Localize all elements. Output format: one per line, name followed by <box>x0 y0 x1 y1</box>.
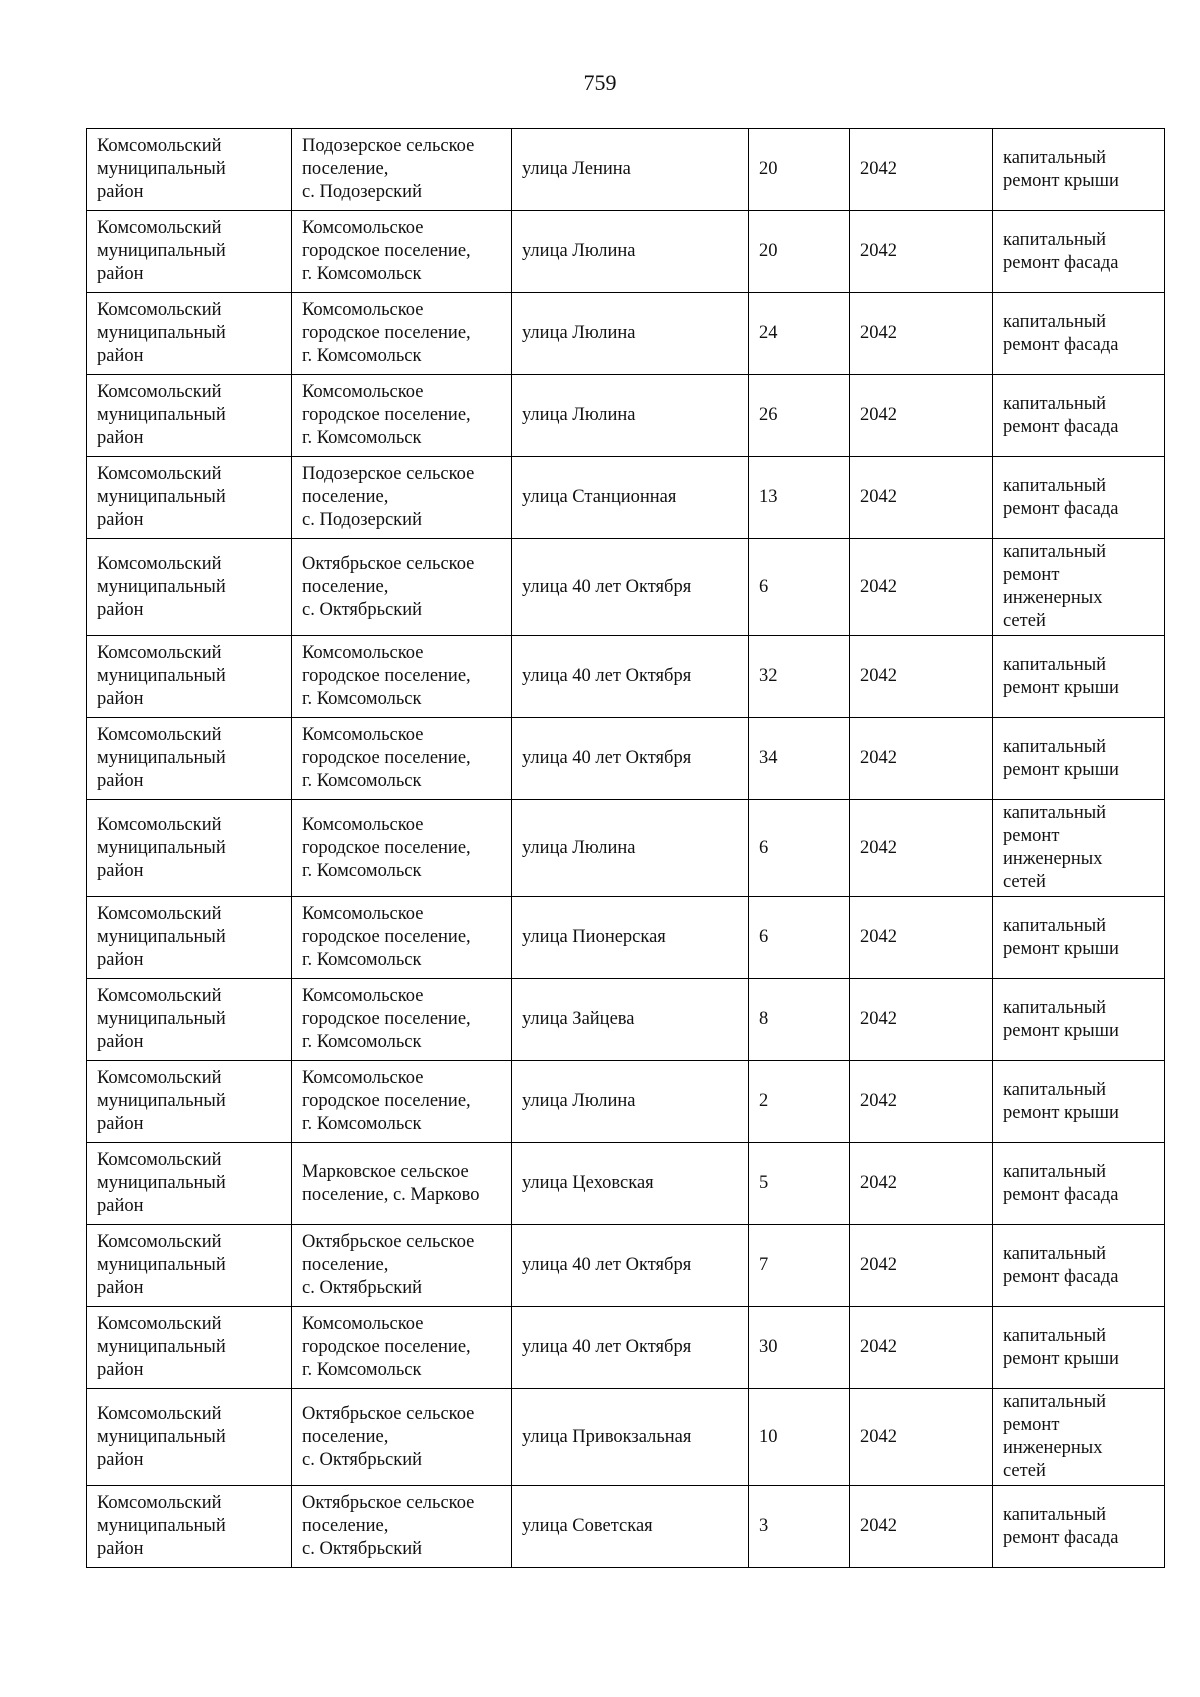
cell-house: 2 <box>749 1061 850 1143</box>
table-row <box>87 718 1165 800</box>
cell-work-type: капитальный ремонт крыши <box>993 1307 1165 1389</box>
table-row <box>87 636 1165 718</box>
cell-year: 2042 <box>850 636 993 718</box>
cell-settlement: Октябрьское сельское поселение, с. Октябрьский <box>292 1389 512 1486</box>
cell-work-type: капитальный ремонт фасада <box>993 1225 1165 1307</box>
cell-settlement: Октябрьское сельское поселение, с. Октябрьский <box>292 539 512 636</box>
cell-district: Комсомольский муниципальный район <box>87 129 292 211</box>
cell-street: улица 40 лет Октября <box>512 1225 749 1307</box>
cell-street: улица 40 лет Октября <box>512 718 749 800</box>
cell-settlement: Подозерское сельское поселение, с. Подозерский <box>292 129 512 211</box>
cell-district: Комсомольский муниципальный район <box>87 211 292 293</box>
cell-year: 2042 <box>850 1486 993 1568</box>
cell-street: улица Цеховская <box>512 1143 749 1225</box>
cell-year: 2042 <box>850 129 993 211</box>
cell-settlement: Комсомольское городское поселение, г. Комсомольск <box>292 375 512 457</box>
table-row <box>87 211 1165 293</box>
cell-street: улица Люлина <box>512 1061 749 1143</box>
cell-work-type: капитальный ремонт крыши <box>993 1061 1165 1143</box>
cell-settlement: Комсомольское городское поселение, г. Комсомольск <box>292 1307 512 1389</box>
cell-house: 26 <box>749 375 850 457</box>
cell-work-type: капитальный ремонт фасада <box>993 375 1165 457</box>
cell-year: 2042 <box>850 1225 993 1307</box>
cell-district: Комсомольский муниципальный район <box>87 539 292 636</box>
table-row <box>87 979 1165 1061</box>
cell-year: 2042 <box>850 211 993 293</box>
cell-settlement: Октябрьское сельское поселение, с. Октябрьский <box>292 1486 512 1568</box>
table-body <box>87 129 1165 1568</box>
cell-street: улица Люлина <box>512 800 749 897</box>
cell-district: Комсомольский муниципальный район <box>87 1143 292 1225</box>
cell-house: 34 <box>749 718 850 800</box>
cell-year: 2042 <box>850 1307 993 1389</box>
cell-work-type: капитальный ремонт фасада <box>993 293 1165 375</box>
cell-year: 2042 <box>850 979 993 1061</box>
cell-house: 5 <box>749 1143 850 1225</box>
cell-house: 7 <box>749 1225 850 1307</box>
table-row <box>87 1389 1165 1486</box>
table-row <box>87 1307 1165 1389</box>
cell-house: 13 <box>749 457 850 539</box>
cell-work-type: капитальный ремонт инженерных сетей <box>993 1389 1165 1486</box>
cell-house: 6 <box>749 539 850 636</box>
cell-street: улица Люлина <box>512 375 749 457</box>
cell-year: 2042 <box>850 457 993 539</box>
table-row <box>87 293 1165 375</box>
cell-work-type: капитальный ремонт крыши <box>993 636 1165 718</box>
cell-year: 2042 <box>850 1143 993 1225</box>
cell-work-type: капитальный ремонт инженерных сетей <box>993 539 1165 636</box>
cell-house: 20 <box>749 211 850 293</box>
cell-settlement: Комсомольское городское поселение, г. Комсомольск <box>292 897 512 979</box>
cell-settlement: Комсомольское городское поселение, г. Комсомольск <box>292 979 512 1061</box>
cell-house: 10 <box>749 1389 850 1486</box>
cell-work-type: капитальный ремонт фасада <box>993 457 1165 539</box>
cell-house: 6 <box>749 897 850 979</box>
cell-work-type: капитальный ремонт инженерных сетей <box>993 800 1165 897</box>
table-row <box>87 800 1165 897</box>
repair-register-table <box>86 128 1165 1568</box>
cell-work-type: капитальный ремонт фасада <box>993 1143 1165 1225</box>
cell-district: Комсомольский муниципальный район <box>87 293 292 375</box>
cell-settlement: Комсомольское городское поселение, г. Комсомольск <box>292 636 512 718</box>
cell-district: Комсомольский муниципальный район <box>87 636 292 718</box>
cell-work-type: капитальный ремонт крыши <box>993 897 1165 979</box>
cell-district: Комсомольский муниципальный район <box>87 800 292 897</box>
cell-street: улица Люлина <box>512 293 749 375</box>
page-number: 759 <box>583 70 617 95</box>
cell-work-type: капитальный ремонт крыши <box>993 129 1165 211</box>
cell-year: 2042 <box>850 539 993 636</box>
cell-work-type: капитальный ремонт фасада <box>993 1486 1165 1568</box>
cell-district: Комсомольский муниципальный район <box>87 1225 292 1307</box>
cell-work-type: капитальный ремонт крыши <box>993 979 1165 1061</box>
table-row <box>87 457 1165 539</box>
cell-settlement: Комсомольское городское поселение, г. Комсомольск <box>292 293 512 375</box>
table-row <box>87 375 1165 457</box>
cell-street: улица Пионерская <box>512 897 749 979</box>
cell-work-type: капитальный ремонт фасада <box>993 211 1165 293</box>
cell-house: 30 <box>749 1307 850 1389</box>
table-row <box>87 1061 1165 1143</box>
cell-year: 2042 <box>850 293 993 375</box>
cell-settlement: Комсомольское городское поселение, г. Комсомольск <box>292 718 512 800</box>
cell-street: улица Привокзальная <box>512 1389 749 1486</box>
cell-street: улица Ленина <box>512 129 749 211</box>
cell-district: Комсомольский муниципальный район <box>87 1389 292 1486</box>
cell-house: 6 <box>749 800 850 897</box>
cell-district: Комсомольский муниципальный район <box>87 718 292 800</box>
cell-street: улица Зайцева <box>512 979 749 1061</box>
cell-work-type: капитальный ремонт крыши <box>993 718 1165 800</box>
cell-house: 24 <box>749 293 850 375</box>
table-row <box>87 1143 1165 1225</box>
cell-district: Комсомольский муниципальный район <box>87 375 292 457</box>
cell-district: Комсомольский муниципальный район <box>87 457 292 539</box>
table-row <box>87 1486 1165 1568</box>
cell-year: 2042 <box>850 1061 993 1143</box>
table-row <box>87 129 1165 211</box>
cell-year: 2042 <box>850 897 993 979</box>
cell-district: Комсомольский муниципальный район <box>87 1307 292 1389</box>
table-row <box>87 1225 1165 1307</box>
cell-year: 2042 <box>850 375 993 457</box>
cell-street: улица 40 лет Октября <box>512 1307 749 1389</box>
cell-house: 3 <box>749 1486 850 1568</box>
cell-house: 8 <box>749 979 850 1061</box>
cell-street: улица Люлина <box>512 211 749 293</box>
cell-settlement: Комсомольское городское поселение, г. Комсомольск <box>292 1061 512 1143</box>
cell-district: Комсомольский муниципальный район <box>87 897 292 979</box>
cell-year: 2042 <box>850 800 993 897</box>
cell-house: 32 <box>749 636 850 718</box>
cell-settlement: Подозерское сельское поселение, с. Подозерский <box>292 457 512 539</box>
cell-settlement: Комсомольское городское поселение, г. Комсомольск <box>292 211 512 293</box>
cell-settlement: Октябрьское сельское поселение, с. Октябрьский <box>292 1225 512 1307</box>
cell-street: улица 40 лет Октября <box>512 539 749 636</box>
cell-settlement: Комсомольское городское поселение, г. Комсомольск <box>292 800 512 897</box>
cell-street: улица Советская <box>512 1486 749 1568</box>
cell-year: 2042 <box>850 1389 993 1486</box>
cell-district: Комсомольский муниципальный район <box>87 1486 292 1568</box>
cell-house: 20 <box>749 129 850 211</box>
cell-district: Комсомольский муниципальный район <box>87 979 292 1061</box>
cell-settlement: Марковское сельское поселение, с. Марково <box>292 1143 512 1225</box>
table-row <box>87 897 1165 979</box>
cell-street: улица 40 лет Октября <box>512 636 749 718</box>
cell-district: Комсомольский муниципальный район <box>87 1061 292 1143</box>
table-row <box>87 539 1165 636</box>
cell-year: 2042 <box>850 718 993 800</box>
cell-street: улица Станционная <box>512 457 749 539</box>
